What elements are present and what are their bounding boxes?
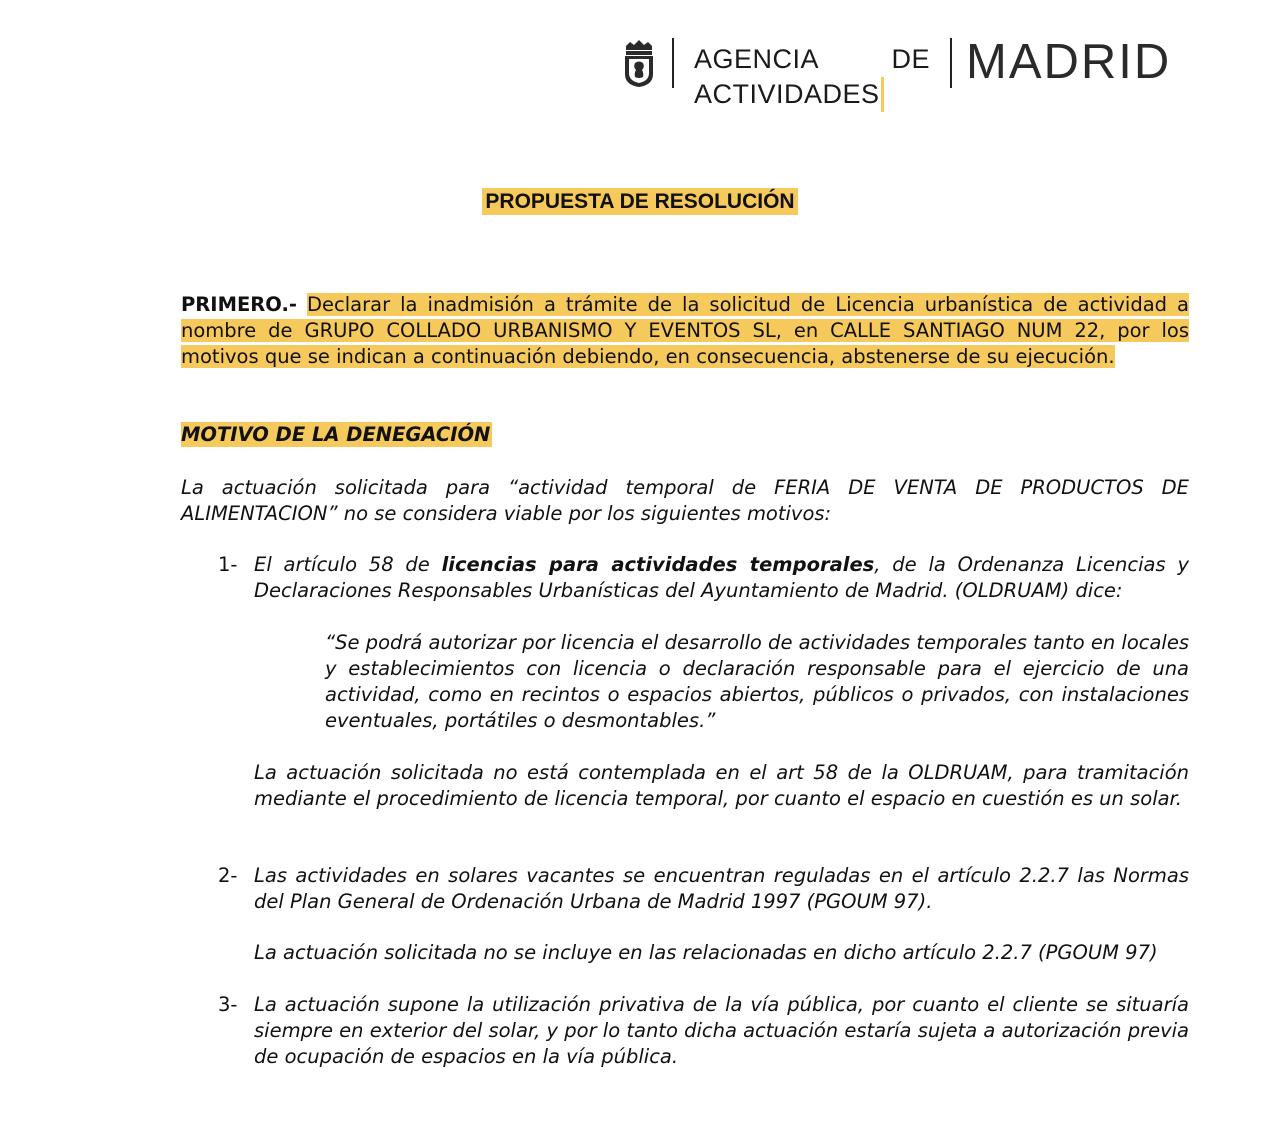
list-item-text: La actuación supone la utilización privativa de la vía pública, por cuanto el cliente se situaría siempre en exterior del solar, y por lo tanto dicha actuación estaría sujeta a autorización previa de ocupación de espacios en la vía pública. [254,993,1190,1068]
document-header [620,36,1180,116]
list-item-text-part: El artículo 58 de [254,553,442,576]
agency-line-2: ACTIVIDADES [694,77,884,112]
list-item-number: 1- [218,553,238,576]
primero-label: PRIMERO.- [181,293,297,316]
ordinance-quote: “Se podrá autorizar por licencia el desarrollo de actividades temporales tanto en locales y establecimientos con licencia o declaración responsable para el ejercicio de una actividad, como en recintos o espacios abiertos, públicos o privados, con instalaciones eventuales, portátiles o desmontables.” [325,631,1189,732]
motivo-heading-text: MOTIVO DE LA DENEGACIÓN [181,423,491,446]
list-item [218,552,1189,604]
document-title [0,190,1280,214]
list-item-number: 2- [218,864,238,887]
primero-paragraph [181,292,1189,370]
list-item-number: 3- [218,993,238,1016]
item-followup-paragraph: La actuación solicitada no se incluye en las relacionadas en dicho artículo 2.2.7 (PGOUM 97) [254,941,1158,964]
madrid-crest-icon [622,38,656,88]
document-title-text: PROPUESTA DE RESOLUCIÓN [482,188,797,215]
agency-name [694,42,930,112]
madrid-wordmark: MADRID [966,35,1172,89]
agency-line-1: AGENCIA DE [694,44,930,74]
list-item-text [254,552,1189,604]
intro-paragraph: La actuación solicitada para “actividad temporal de FERIA DE VENTA DE PRODUCTOS DE ALIMENTACION” no se considera viable por los siguientes motivos: [181,476,1189,525]
header-divider [950,38,952,88]
item-followup-paragraph: La actuación solicitada no está contemplada en el art 58 de la OLDRUAM, para tramitación mediante el procedimiento de licencia temporal, por cuanto el espacio en cuestión es un solar. [254,761,1189,810]
list-item-bold-text: licencias para actividades temporales [441,553,875,576]
list-item [218,863,1189,915]
list-item-text-part: , de la Ordenanza Licencias y Declaraciones Responsables Urbanísticas del Ayuntamiento de Madrid. (OLDRUAM) dice: [254,553,1189,602]
primero-text: Declarar la inadmisión a trámite de la solicitud de Licencia urbanística de actividad a nombre de GRUPO COLLADO URBANISMO Y EVENTOS SL, en CALLE SANTIAGO NUM 22, por los motivos que se indican a continuación debiendo, en consecuencia, abstenerse de su ejecución. [181,293,1190,368]
header-divider [672,38,674,88]
list-item-text: Las actividades en solares vacantes se encuentran reguladas en el artículo 2.2.7 las Normas del Plan General de Ordenación Urbana de Madrid 1997 (PGOUM 97). [254,864,1189,913]
motivo-heading [181,422,492,448]
list-item [218,992,1189,1070]
